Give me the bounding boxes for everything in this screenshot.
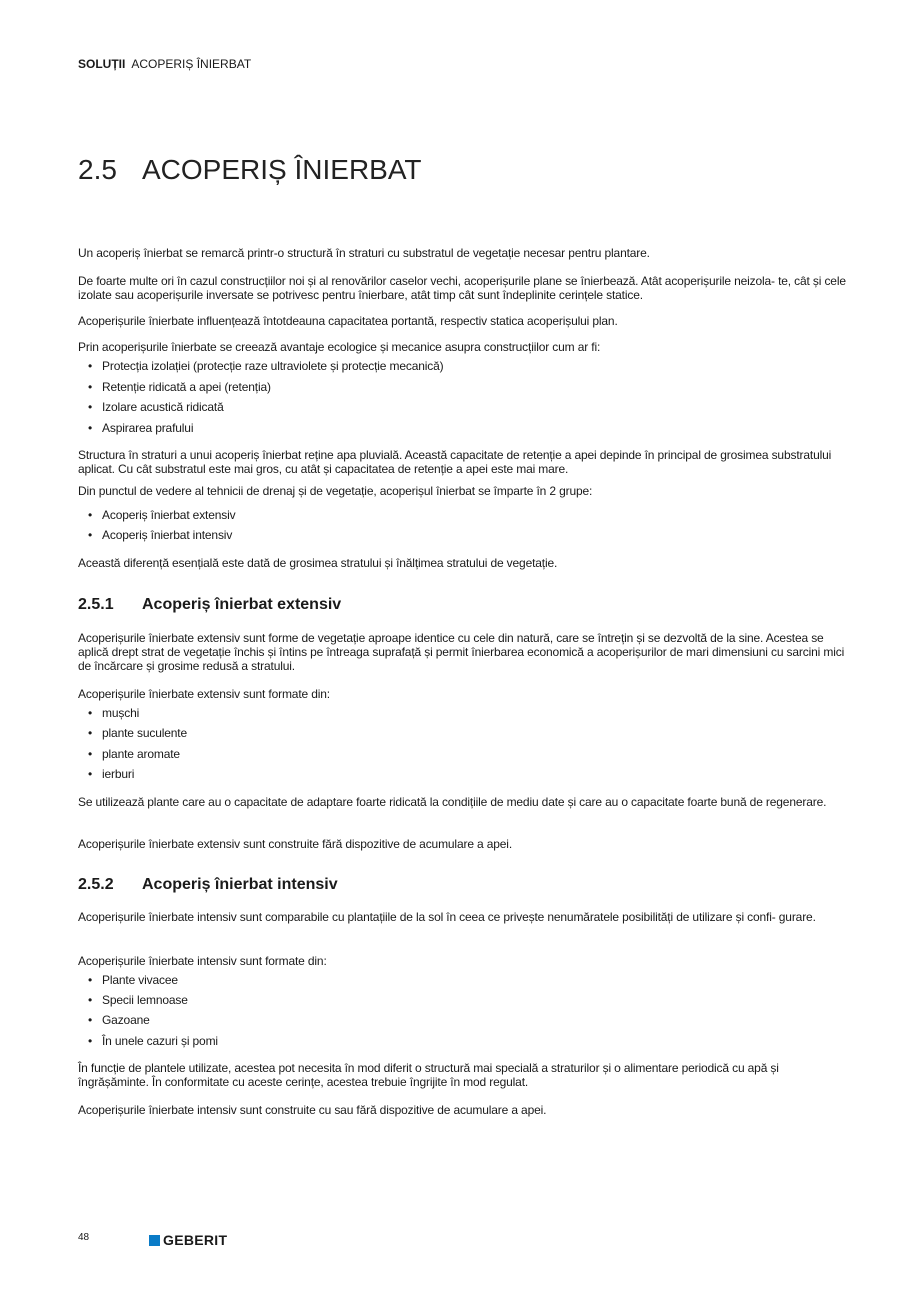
logo-square-icon (149, 1235, 160, 1246)
list-item: • Specii lemnoase (88, 993, 188, 1007)
list-item: • Aspirarea prafului (88, 421, 193, 435)
page-number: 48 (78, 1232, 90, 1243)
title-number: 2.5 (78, 154, 117, 185)
list-item: • plante aromate (88, 747, 180, 761)
paragraph: Acoperișurile înierbate extensiv sunt forme de vegetație aproape identice cu cele din natură, care se întrețin și se dezvoltă de la sine. Acestea se aplică drept strat de vegetație închis și întins pe întreaga suprafață și permit înierbarea economică a acoperișurilor de mari dimensiuni cu sarcini mici de încărcare și grosime redusă a stratului. (78, 631, 845, 673)
list-item: • Izolare acustică ridicată (88, 400, 224, 414)
geberit-logo (149, 1232, 227, 1248)
list-item: • Plante vivacee (88, 973, 178, 987)
paragraph: Acoperișurile înierbate extensiv sunt construite fără dispozitive de acumulare a apei. (78, 837, 513, 851)
paragraph: Structura în straturi a unui acoperiș înierbat reține apa pluvială. Această capacitate de retenție a apei depinde în principal de grosimea substratului aplicat. Cu cât substratul este mai gros, cu atât și capacitatea de retenție a apei este mai mare. (78, 448, 832, 476)
paragraph: Acoperișurile înierbate intensiv sunt formate din: (78, 954, 327, 968)
title-text: ACOPERIȘ ÎNIERBAT (142, 154, 422, 185)
paragraph: Prin acoperișurile înierbate se creează avantaje ecologice și mecanice asupra construcțiilor cum ar fi: (78, 340, 601, 354)
list-item: • Acoperiș înierbat intensiv (88, 528, 232, 542)
paragraph: Acoperișurile înierbate influențează întotdeauna capacitatea portantă, respectiv statica acoperișului plan. (78, 314, 618, 328)
paragraph: Un acoperiș înierbat se remarcă printr-o structură în straturi cu substratul de vegetație necesar pentru plantare. (78, 246, 650, 260)
list-item: • Gazoane (88, 1013, 150, 1027)
section-title: Acoperiș înierbat intensiv (142, 876, 338, 893)
list-item: • Retenție ridicată a apei (retenția) (88, 380, 271, 394)
paragraph: Din punctul de vedere al tehnicii de drenaj și de vegetație, acoperișul înierbat se împarte în 2 grupe: (78, 484, 593, 498)
paragraph: Acoperișurile înierbate intensiv sunt comparabile cu plantațiile de la sol în ceea ce privește nenumăratele posibilități de utilizare și confi- gurare. (78, 910, 816, 924)
list-item: • plante suculente (88, 726, 187, 740)
logo-text: GEBERIT (163, 1232, 228, 1248)
section-number: 2.5.1 (78, 596, 114, 613)
running-header (78, 57, 251, 71)
paragraph: De foarte multe ori în cazul construcțiilor noi și al renovărilor caselor vechi, acoperișurile plane se înierbează. Atât acoperișurile neizola- te, cât și cele izolate sau acoperișurile inversate se potrivesc pentru înierbare, atât timp cât sunt îndeplinite cerințele statice. (78, 274, 846, 302)
paragraph: Această diferență esențială este dată de grosimea stratului și înălțimea stratului de vegetație. (78, 556, 558, 570)
section-title: Acoperiș înierbat extensiv (142, 596, 342, 613)
header-topic: ACOPERIȘ ÎNIERBAT (131, 57, 252, 71)
section-number: 2.5.2 (78, 876, 114, 893)
list-item: • Protecția izolației (protecție raze ultraviolete și protecție mecanică) (88, 359, 444, 373)
paragraph: Se utilizează plante care au o capacitate de adaptare foarte ridicată la condițiile de mediu date și care au o capacitate foarte bună de regenerare. (78, 795, 827, 809)
paragraph: Acoperișurile înierbate intensiv sunt construite cu sau fără dispozitive de acumulare a apei. (78, 1103, 547, 1117)
paragraph: În funcție de plantele utilizate, acestea pot necesita în mod diferit o structură mai specială a straturilor și o alimentare periodică cu apă și îngrășăminte. În conformitate cu aceste cerințe, acestea trebuie îngrijite în mod regulat. (78, 1061, 779, 1089)
list-item: • ierburi (88, 767, 134, 781)
section-heading (78, 876, 338, 894)
list-item: • În unele cazuri și pomi (88, 1034, 218, 1048)
paragraph: Acoperișurile înierbate extensiv sunt formate din: (78, 687, 330, 701)
list-item: • mușchi (88, 706, 139, 720)
section-heading (78, 596, 341, 614)
header-section: SOLUȚII (78, 57, 126, 71)
page-title (78, 154, 422, 186)
list-item: • Acoperiș înierbat extensiv (88, 508, 236, 522)
